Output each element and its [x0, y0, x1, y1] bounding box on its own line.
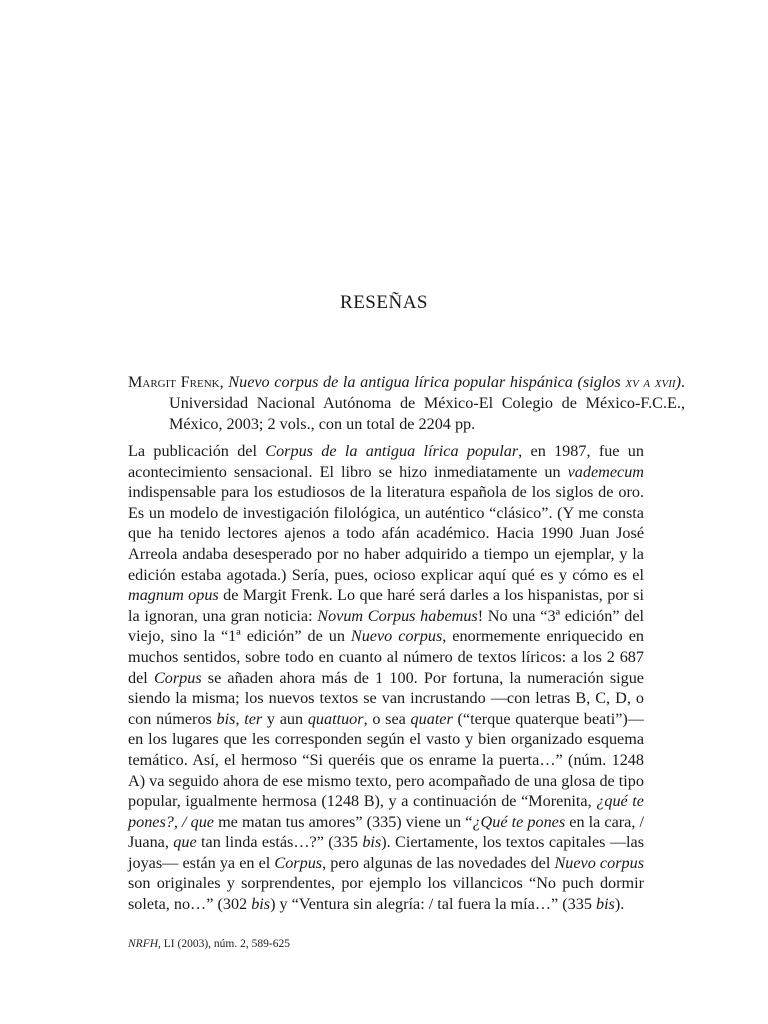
body-text: y aun	[262, 709, 308, 728]
body-text: me matan tus amores” (335) viene un “	[213, 812, 473, 831]
body-text: de Margit Frenk. Lo que haré será darles a los hispanistas, por si la ignoran, una gran noticia:	[128, 586, 644, 625]
page-footer	[128, 938, 290, 950]
body-text: , o sea	[363, 709, 411, 728]
body-italic: Corpus de la antigua lírica popular	[265, 442, 519, 460]
body-italic: que	[173, 833, 197, 852]
body-italic: ¿qué te pones?, / que	[128, 792, 644, 831]
body-text: , pero algunas de las novedades del	[322, 853, 555, 872]
body-text: , en 1987, fue un acontecimiento sensacional. El libro se hizo inmediatamente un	[128, 442, 644, 481]
body-italic: ter	[244, 709, 263, 728]
body-italic: Novum Corpus habemus	[317, 606, 478, 625]
footer-journal: NRFH	[128, 938, 159, 950]
citation-centuries: xv a xvii	[625, 373, 676, 391]
body-italic: Nuevo corpus	[350, 627, 443, 646]
body-text: ). Ciertamente, los textos capitales —las joyas— están ya en el	[128, 833, 644, 872]
citation-publisher: . Universidad Nacional Autónoma de México-El Colegio de México-F.C.E., México, 2003; 2 vols., con un total de 2204 pp.	[169, 373, 685, 433]
body-text: ! No una “3ª edición” del viejo, sino la “1ª edición” de un	[128, 606, 645, 646]
review-citation: Margit Frenk, Nuevo corpus de la antigua lírica popular hispánica (siglos xv a xvii). Universidad Nacional Autónoma de México-El Colegio de México-F.C.E., México, 2003; 2 vols., con un total de 2204 pp.	[128, 373, 685, 433]
body-italic: Corpus	[274, 853, 323, 872]
body-text: ) y “Ventura sin alegría: / tal fuera la mía…” (335	[270, 895, 596, 914]
citation-book-title: Nuevo corpus de la antigua lírica popular hispánica (siglos	[228, 373, 621, 391]
body-italic: bis	[251, 895, 271, 914]
body-italic: magnum opus	[128, 586, 219, 605]
body-text: son originales y sorprendentes, por ejemplo los villancicos “No puch dormir soleta, no…” (302	[128, 874, 644, 914]
body-text: se añaden ahora más de 1 100. Por fortuna, la numeración sigue siendo la misma; los nuevos textos se van incrustando —con letras B, C, D, o con números	[128, 668, 644, 728]
body-italic: bis	[216, 709, 236, 728]
review-body-paragraph	[128, 441, 644, 915]
body-text: ,	[235, 709, 245, 728]
footer-details: , LI (2003), núm. 2, 589-625	[158, 938, 290, 950]
citation-title-close: )	[675, 373, 681, 391]
body-text: en la cara, / Juana,	[128, 812, 645, 852]
body-italic: bis	[595, 895, 615, 914]
body-text: , enormemente enriquecido en muchos sentidos, sobre todo en cuanto al número de textos líricos: a los 2 687 del	[128, 627, 645, 687]
body-text: tan linda estás…?” (335	[196, 833, 363, 852]
body-text: ).	[614, 895, 625, 914]
body-italic: Corpus	[153, 668, 202, 687]
body-italic: quater	[410, 709, 453, 728]
body-italic: bis	[362, 833, 382, 852]
body-italic: Nuevo corpus	[554, 853, 644, 872]
section-title: RESEÑAS	[340, 292, 428, 313]
body-italic: vademecum	[567, 462, 644, 481]
citation-author: Margit Frenk	[128, 373, 220, 391]
body-text: La publicación del	[128, 442, 266, 460]
body-text: (“terque quaterque beati”)— en los lugares que les corresponden según el vasto y bien organizado esquema temático. Así, el hermoso “Si queréis que os enrame la puerta…” (núm. 1248 A) va seguido ahora de ese mismo texto, pero acompañado de una glosa de tipo popular, igualmente hermosa (1248 B), y a continuación de “Morenita,	[128, 709, 644, 811]
body-text: indispensable para los estudiosos de la literatura española de los siglos de oro. Es un modelo de investigación filológica, un auténtico “clásico”. (Y me consta que ha tenido lectores ajenos a todo afán académico. Hacia 1990 Juan José Arreola andaba desesperado por no haber adquirido a tiempo un ejemplar, y la edición estaba agotada.) Sería, pues, ocioso explicar aquí qué es y cómo es el	[128, 483, 644, 584]
body-italic: quattuor	[307, 709, 364, 728]
body-italic: ¿Qué te pones	[472, 812, 566, 831]
